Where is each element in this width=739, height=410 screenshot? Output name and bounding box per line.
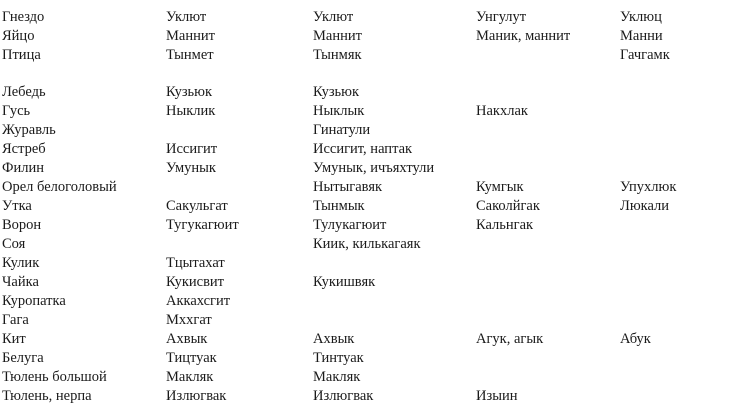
table-row xyxy=(0,197,739,216)
term-cell: Ворон xyxy=(2,217,42,233)
translation-cell xyxy=(476,368,620,387)
translation-cell: Гинатули xyxy=(313,122,371,138)
translation-cell: Люкали xyxy=(620,198,670,214)
translation-cell: Излюгвак xyxy=(313,388,374,404)
translation-cell xyxy=(476,235,620,254)
term-cell: Тюлень большой xyxy=(2,369,107,385)
term-cell: Белуга xyxy=(2,350,44,366)
translation-cell: Саколйгак xyxy=(476,198,540,214)
translation-cell xyxy=(476,273,620,292)
table-row xyxy=(0,121,739,140)
term-cell: Кулик xyxy=(2,255,40,271)
translation-cell xyxy=(620,254,739,273)
table-row xyxy=(0,368,739,387)
table-row xyxy=(0,140,739,159)
translation-cell xyxy=(313,254,476,273)
translation-cell xyxy=(313,311,476,330)
translation-cell: Киик, килькагаяк xyxy=(313,236,421,252)
translation-cell: Маннит xyxy=(166,28,215,44)
translation-cell: Упухлюк xyxy=(620,179,677,195)
term-cell: Тюлень, нерпа xyxy=(2,388,92,404)
translation-cell xyxy=(620,273,739,292)
translation-cell: Иссигит xyxy=(166,141,218,157)
table-row xyxy=(0,178,739,197)
translation-cell xyxy=(620,292,739,311)
translation-cell: Кузьюк xyxy=(166,84,213,100)
translation-cell: Кумгык xyxy=(476,179,524,195)
translation-cell xyxy=(476,140,620,159)
term-cell: Филин xyxy=(2,160,44,176)
translation-cell: Манни xyxy=(620,28,663,44)
table-row xyxy=(0,292,739,311)
translation-cell: Иссигит, наптак xyxy=(313,141,413,157)
translation-cell xyxy=(620,368,739,387)
table-row xyxy=(0,254,739,273)
translation-cell: Абук xyxy=(620,331,651,347)
translation-cell: Умунык, ичъяхтули xyxy=(313,160,435,176)
table-row xyxy=(0,330,739,349)
table-row xyxy=(0,8,739,27)
table-row xyxy=(0,83,739,102)
table-row xyxy=(0,46,739,65)
translation-cell xyxy=(476,121,620,140)
translation-cell: Кукисвит xyxy=(166,274,225,290)
translation-cell xyxy=(476,349,620,368)
term-cell: Чайка xyxy=(2,274,39,290)
translation-cell xyxy=(620,387,739,406)
translation-cell: Ахвык xyxy=(166,331,208,347)
translation-cell: Маннит xyxy=(313,28,362,44)
table-row xyxy=(0,235,739,254)
translation-cell: Тынмет xyxy=(166,47,214,63)
translation-cell xyxy=(620,349,739,368)
table-row xyxy=(0,273,739,292)
term-cell: Гусь xyxy=(2,103,31,119)
group-separator-cell xyxy=(0,65,739,83)
translation-cell: Тицтуак xyxy=(166,350,217,366)
term-cell: Птица xyxy=(2,47,41,63)
translation-cell: Излюгвак xyxy=(166,388,227,404)
translation-cell: Умунык xyxy=(166,160,216,176)
translation-cell: Кукишвяк xyxy=(313,274,376,290)
term-cell: Утка xyxy=(2,198,32,214)
translation-cell: Накхлак xyxy=(476,103,528,119)
translation-cell: Тулукагюит xyxy=(313,217,387,233)
table-row xyxy=(0,159,739,178)
translation-cell: Тынмык xyxy=(313,198,365,214)
translation-cell xyxy=(166,121,313,140)
table-row xyxy=(0,216,739,235)
translation-cell xyxy=(620,235,739,254)
term-cell: Яйцо xyxy=(2,28,35,44)
translation-cell: Тцытахат xyxy=(166,255,225,271)
table-row xyxy=(0,349,739,368)
translation-cell: Ныклик xyxy=(166,103,216,119)
translation-cell: Нытыгавяк xyxy=(313,179,383,195)
term-cell: Лебедь xyxy=(2,84,46,100)
translation-cell xyxy=(313,292,476,311)
vocabulary-table xyxy=(0,8,739,406)
translation-cell: Маник, маннит xyxy=(476,28,571,44)
vocabulary-table-body xyxy=(0,8,739,406)
translation-cell: Мхxгат xyxy=(166,312,212,328)
translation-cell xyxy=(166,178,313,197)
translation-cell xyxy=(476,292,620,311)
translation-cell xyxy=(476,46,620,65)
translation-cell: Унгулут xyxy=(476,9,527,25)
term-cell: Соя xyxy=(2,236,26,252)
translation-cell xyxy=(620,121,739,140)
translation-cell xyxy=(476,311,620,330)
translation-cell: Макляк xyxy=(166,369,214,385)
translation-cell: Тугукагюит xyxy=(166,217,239,233)
translation-cell: Агук, агык xyxy=(476,331,544,347)
translation-cell: Тинтуак xyxy=(313,350,364,366)
translation-cell xyxy=(166,235,313,254)
translation-cell: Тынмяк xyxy=(313,47,362,63)
table-row xyxy=(0,387,739,406)
translation-cell xyxy=(620,102,739,121)
term-cell: Орел белоголовый xyxy=(2,179,117,195)
term-cell: Ястреб xyxy=(2,141,46,157)
translation-cell xyxy=(476,159,620,178)
translation-cell: Кузьюк xyxy=(313,84,360,100)
table-row xyxy=(0,27,739,46)
translation-cell: Гачгамк xyxy=(620,47,670,63)
translation-cell: Уклюц xyxy=(620,9,662,25)
translation-cell: Кальнгак xyxy=(476,217,534,233)
term-cell: Гага xyxy=(2,312,29,328)
term-cell: Куропатка xyxy=(2,293,66,309)
translation-cell xyxy=(620,311,739,330)
translation-cell: Аккахсгит xyxy=(166,293,231,309)
translation-cell: Уклют xyxy=(166,9,207,25)
translation-cell xyxy=(476,83,620,102)
term-cell: Гнездо xyxy=(2,9,45,25)
group-separator xyxy=(0,65,739,83)
translation-cell: Ахвык xyxy=(313,331,355,347)
translation-cell xyxy=(476,254,620,273)
translation-cell: Макляк xyxy=(313,369,361,385)
table-row xyxy=(0,102,739,121)
translation-cell: Ныклык xyxy=(313,103,365,119)
table-row xyxy=(0,311,739,330)
translation-cell: Изыин xyxy=(476,388,518,404)
term-cell: Журавль xyxy=(2,122,56,138)
translation-cell: Сакульгат xyxy=(166,198,228,214)
translation-cell: Уклют xyxy=(313,9,354,25)
translation-cell xyxy=(620,140,739,159)
translation-cell xyxy=(620,216,739,235)
translation-cell xyxy=(620,159,739,178)
term-cell: Кит xyxy=(2,331,26,347)
translation-cell xyxy=(620,83,739,102)
